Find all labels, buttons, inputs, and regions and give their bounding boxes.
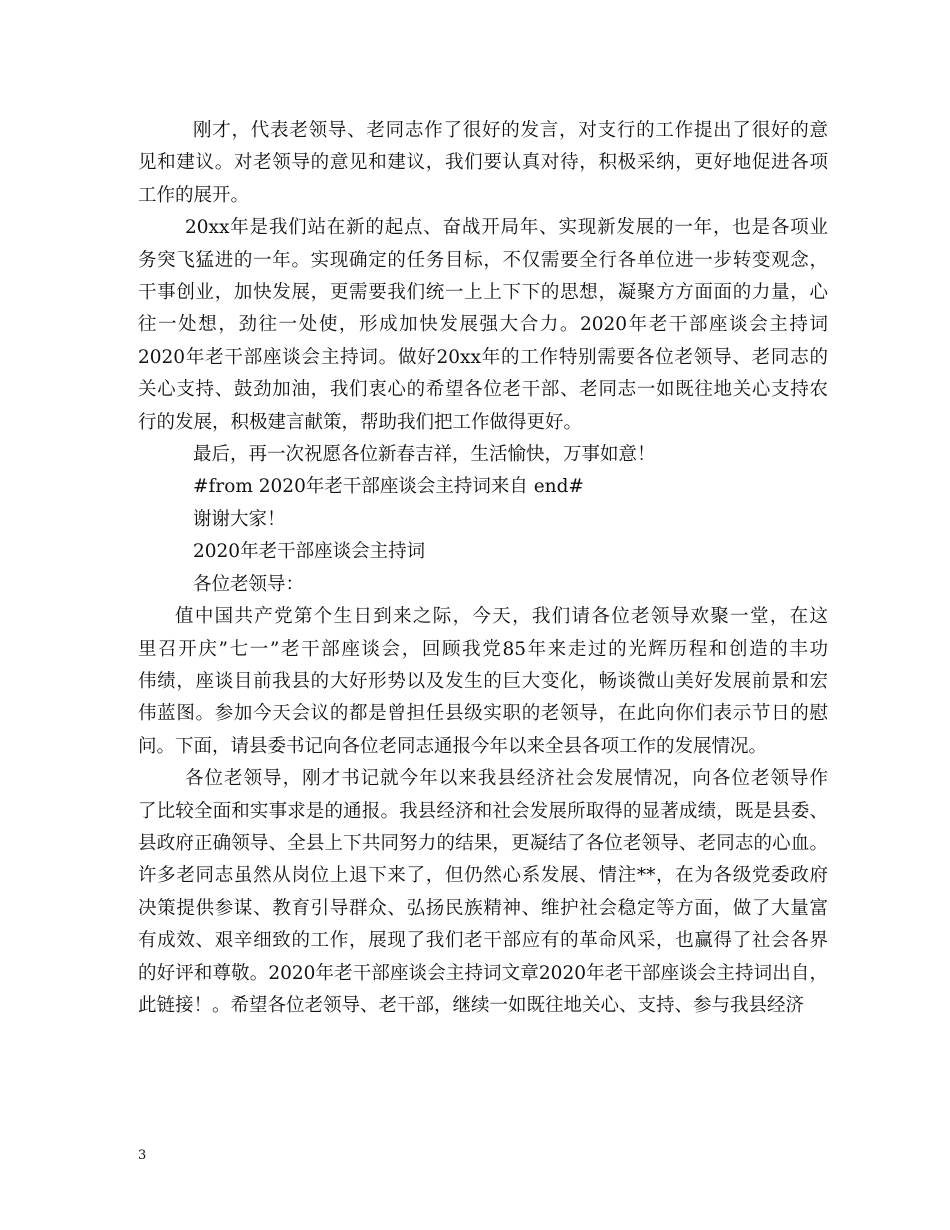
text-line: 见和建议。对老领导的意见和建议，我们要认真对待，积极采纳，更好地促进各项 xyxy=(138,152,828,174)
page-number: 3 xyxy=(138,1148,147,1163)
text-line: 此链接！。希望各位老领导、老干部，继续一如既往地关心、支持、参与我县经济 xyxy=(138,994,805,1016)
text-line: 最后，再一次祝愿各位新春吉祥，生活愉快，万事如意！ xyxy=(193,444,656,466)
text-line: 里召开庆”七一”老干部座谈会，回顾我党85年来走过的光辉历程和创造的丰功 xyxy=(138,638,828,660)
text-line: 往一处想，劲往一处使，形成加快发展强大合力。2020年老干部座谈会主持词 xyxy=(138,314,828,336)
paragraph xyxy=(138,763,828,1022)
text-line: 20xx年是我们站在新的起点、奋战开局年、实现新发展的一年，也是各项业 xyxy=(185,217,828,239)
paragraph xyxy=(138,504,828,536)
text-line: 各位老领导，刚才书记就今年以来我县经济社会发展情况，向各位老领导作 xyxy=(185,768,828,790)
paragraph xyxy=(138,569,828,601)
text-line: 伟绩，座谈目前我县的大好形势以及发生的巨大变化，畅谈微山美好发展前景和宏 xyxy=(138,670,828,692)
text-line: 2020年老干部座谈会主持词。做好20xx年的工作特别需要各位老领导、老同志的 xyxy=(138,346,828,368)
text-line: 问。下面，请县委书记向各位老同志通报今年以来全县各项工作的发展情况。 xyxy=(138,735,768,757)
paragraph xyxy=(138,536,828,568)
text-line: 了比较全面和实事求是的通报。我县经济和社会发展所取得的显著成绩，既是县委、 xyxy=(138,800,828,822)
text-line: 县政府正确领导、全县上下共同努力的结果，更凝结了各位老领导、老同志的心血。 xyxy=(138,832,828,854)
paragraph xyxy=(138,115,828,212)
text-line: 的好评和尊敬。2020年老干部座谈会主持词文章2020年老干部座谈会主持词出自， xyxy=(138,962,828,984)
body-text xyxy=(138,115,828,1022)
text-line: 许多老同志虽然从岗位上退下来了，但仍然心系发展、情注**，在为各级党委政府 xyxy=(138,865,828,887)
text-line: 刚才，代表老领导、老同志作了很好的发言，对支行的工作提出了很好的意 xyxy=(193,120,828,141)
text-line: 谢谢大家！ xyxy=(193,508,286,530)
paragraph xyxy=(138,471,828,503)
text-line: #from 2020年老干部座谈会主持词来自 end# xyxy=(193,476,584,498)
text-line: 务突飞猛进的一年。实现确定的任务目标，不仅需要全行各单位进一步转变观念， xyxy=(138,249,828,271)
paragraph xyxy=(138,601,828,763)
text-line: 各位老领导： xyxy=(193,573,305,595)
text-line: 值中国共产党第个生日到来之际，今天，我们请各位老领导欢聚一堂，在这 xyxy=(175,606,828,628)
text-line: 伟蓝图。参加今天会议的都是曾担任县级实职的老领导，在此向你们表示节日的慰 xyxy=(138,703,828,725)
text-line: 决策提供参谋、教育引导群众、弘扬民族精神、维护社会稳定等方面，做了大量富 xyxy=(138,897,828,919)
text-line: 干事创业，加快发展，更需要我们统一上上下下的思想，凝聚方方面面的力量，心 xyxy=(138,282,828,304)
text-line: 工作的展开。 xyxy=(138,184,250,206)
text-line: 行的发展，积极建言献策，帮助我们把工作做得更好。 xyxy=(138,411,583,433)
text-line: 2020年老干部座谈会主持词 xyxy=(193,541,426,563)
paragraph xyxy=(138,212,828,439)
text-line: 关心支持、鼓劲加油，我们衷心的希望各位老干部、老同志一如既往地关心支持农 xyxy=(138,379,828,401)
paragraph xyxy=(138,439,828,471)
text-line: 有成效、艰辛细致的工作，展现了我们老干部应有的革命风采，也赢得了社会各界 xyxy=(138,930,828,952)
